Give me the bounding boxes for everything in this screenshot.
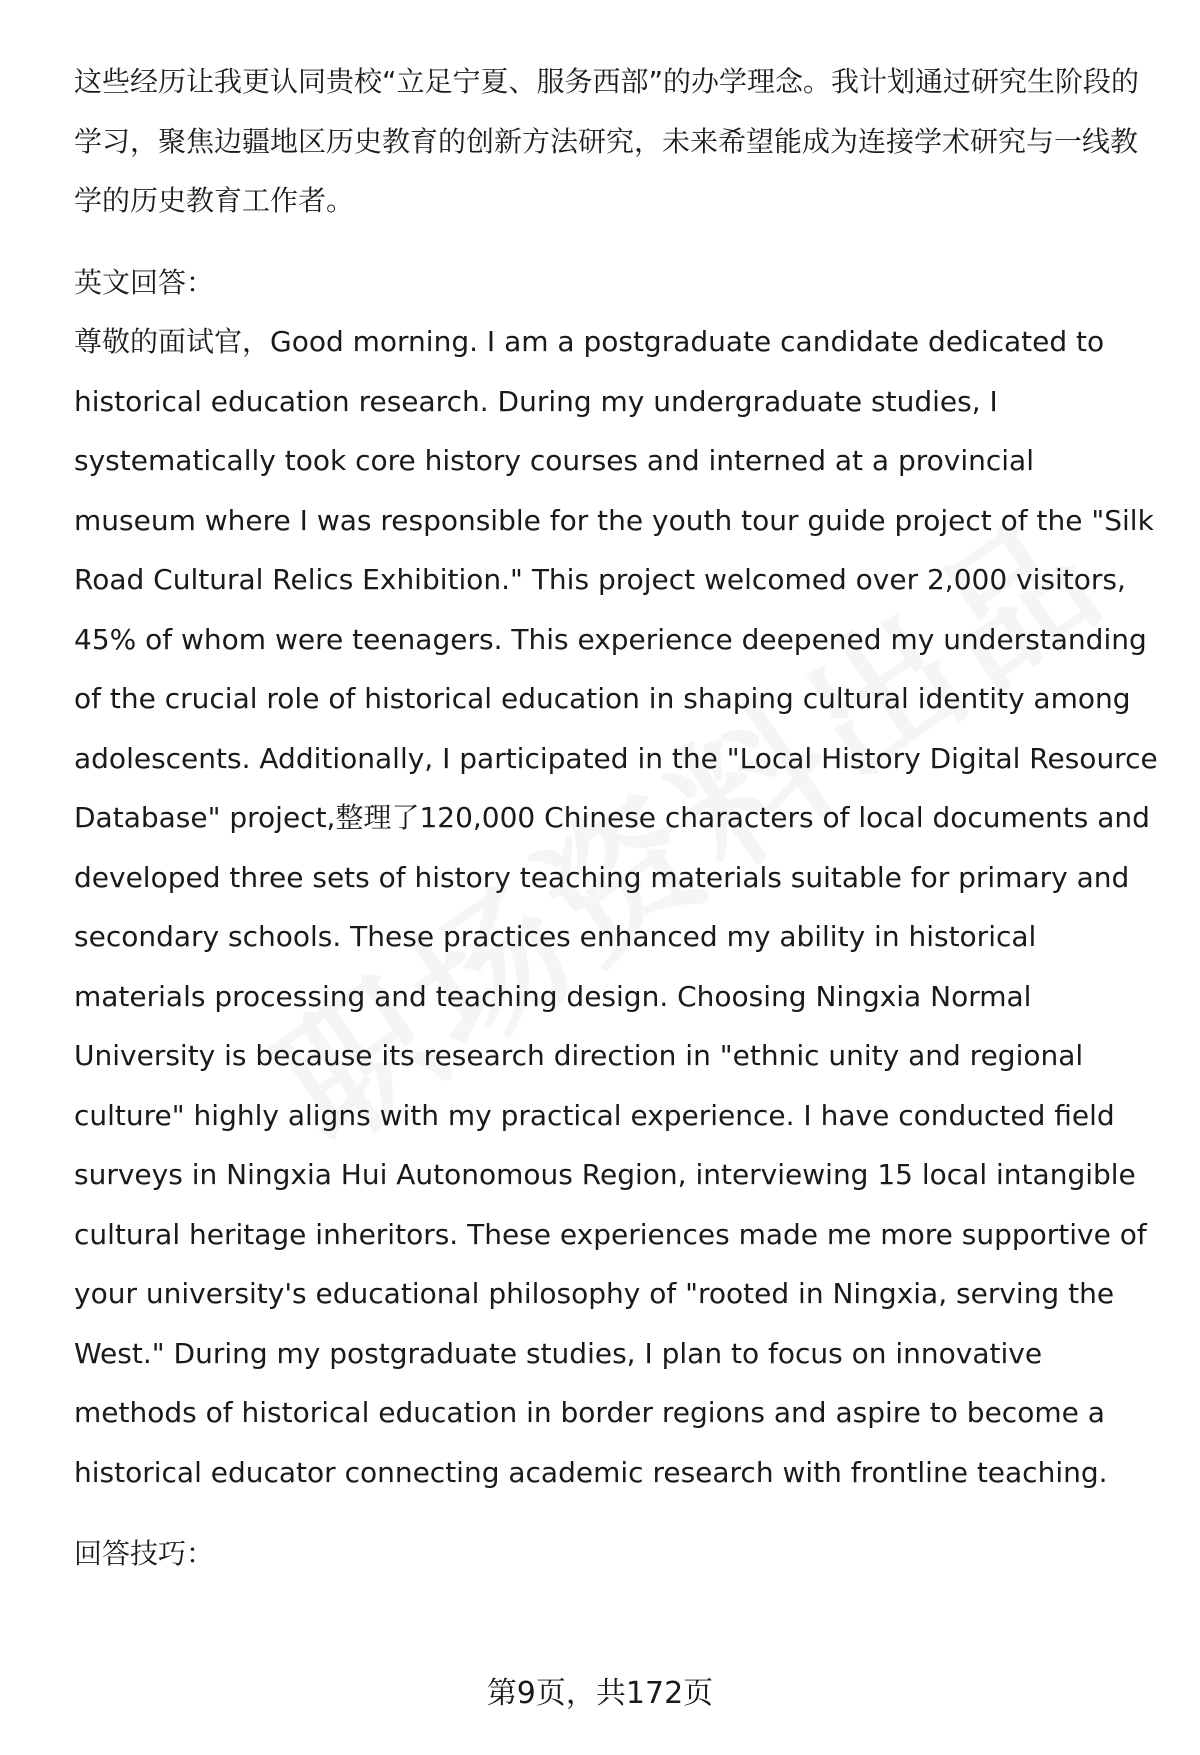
page-number-footer: 第9页，共172页 (486, 1676, 714, 1711)
document-content (74, 52, 1160, 1584)
intro-paragraph: 这些经历让我更认同贵校“立足宁夏、服务西部”的办学理念。我计划通过研究生阶段的学习，聚焦边疆地区历史教育的创新方法研究，未来希望能成为连接学术研究与一线教学的历史教育工作者。 (74, 65, 1140, 217)
english-answer-paragraph: 尊敬的面试官，Good morning. I am a postgraduate candidate dedicated to historical education research. During my undergraduate studies, I systematically took core history courses and interned at a provincial museum where I was responsible for the youth tour guide project of the "Silk Road Cultural Relics Exhibition." This project welcomed over 2,000 visitors, 45% of whom were teenagers. This experience deepened my understanding of the crucial role of historical education in shaping cultural identity among adolescents. Additionally, I participated in the "Local History Digital Resource Database" project,整理了120,000 Chinese characters of local documents and developed three sets of history teaching materials suitable for primary and secondary schools. These practices enhanced my ability in historical materials processing and teaching design. Choosing Ningxia Normal University is because its research direction in "ethnic unity and regional culture" highly aligns with my practical experience. I have conducted field surveys in Ningxia Hui Autonomous Region, interviewing 15 local intangible cultural heritage inheritors. These experiences made me more supportive of your university's educational philosophy of "rooted in Ningxia, serving the West." During my postgraduate studies, I plan to focus on innovative methods of historical education in border regions and aspire to become a historical educator connecting academic research with frontline teaching. (74, 325, 1158, 1489)
answer-tips-heading: 回答技巧： (74, 1537, 215, 1570)
english-answer-heading: 英文回答： (74, 265, 215, 299)
